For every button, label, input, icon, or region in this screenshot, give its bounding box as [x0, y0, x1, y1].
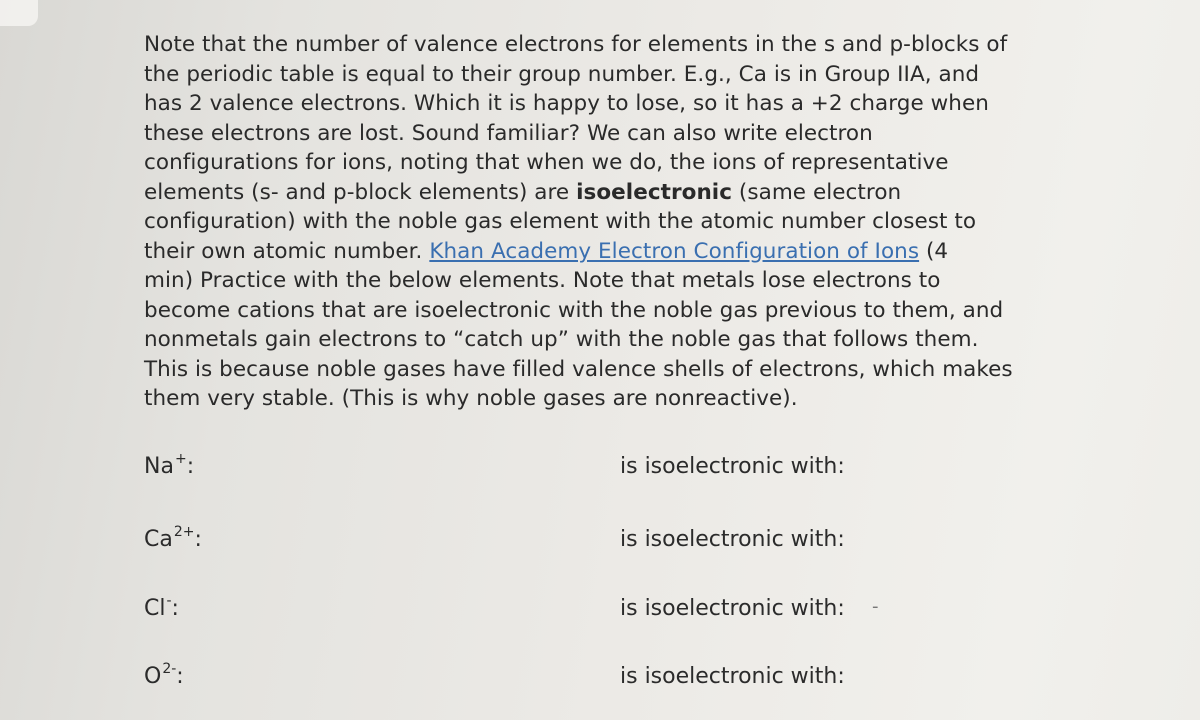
answer-field-chloride[interactable] [894, 596, 1098, 628]
ion-colon: : [171, 596, 179, 621]
answer-field-oxide[interactable] [874, 664, 1078, 696]
instruction-paragraph [144, 30, 1094, 414]
ion-charge: - [166, 593, 172, 609]
ion-label [144, 661, 184, 689]
paragraph-line [144, 237, 1094, 267]
ion-colon: : [194, 527, 202, 552]
paragraph-line: This is because noble gases have filled valence shells of electrons, which makes [144, 356, 1013, 382]
isoelectronic-label: is isoelectronic with: [620, 454, 845, 479]
paragraph-line: the periodic table is equal to their group number. E.g., Ca is in Group IIA, and [144, 61, 980, 87]
isoelectronic-label: is isoelectronic with: [620, 596, 845, 621]
isoelectronic-label: is isoelectronic with: [620, 527, 845, 552]
ion-row-oxide [144, 661, 1094, 698]
paragraph-line: configurations for ions, noting that when we do, the ions of representative [144, 150, 949, 175]
ion-row-sodium [144, 451, 1094, 488]
paragraph-line: nonmetals gain electrons to “catch up” with the noble gas that follows them. [144, 327, 979, 352]
paragraph-line: configuration) with the noble gas element with the atomic number closest to [144, 209, 977, 234]
paragraph-line: them very stable. (This is why noble gases are nonreactive). [144, 386, 798, 411]
ion-symbol: Na [144, 454, 174, 479]
ion-charge: 2+ [173, 524, 195, 540]
paragraph-text: (same electron [732, 179, 902, 205]
ion-charge: + [174, 451, 187, 467]
paragraph-text: their own atomic number. [144, 238, 430, 264]
ion-row-calcium [144, 524, 1094, 561]
isoelectronic-label: is isoelectronic with: [620, 664, 845, 689]
ion-symbol: Ca [144, 527, 173, 552]
paragraph-line: these electrons are lost. Sound familiar? We can also write electron [144, 120, 873, 146]
ion-symbol: O [144, 664, 162, 689]
paragraph-line: min) Practice with the below elements. Note that metals lose electrons to [144, 268, 941, 293]
stray-dash-mark: - [872, 596, 879, 617]
paragraph-line: become cations that are isoelectronic with the noble gas previous to them, and [144, 297, 1004, 323]
page-edge [0, 0, 38, 26]
ion-label [144, 451, 195, 479]
isoelectronic-term: isoelectronic [576, 179, 733, 205]
ion-row-chloride [144, 593, 1094, 630]
paragraph-text: (4 [919, 238, 949, 264]
answer-field-sodium[interactable] [874, 454, 1078, 486]
paragraph-line: Note that the number of valence electrons for elements in the s and p-blocks of [144, 32, 1008, 57]
ion-colon: : [176, 664, 184, 689]
ion-colon: : [186, 454, 195, 479]
ion-label [144, 524, 202, 552]
answer-field-calcium[interactable] [874, 527, 1078, 559]
paragraph-line: has 2 valence electrons. Which it is happy to lose, so it has a +2 charge when [144, 91, 989, 116]
ion-charge: 2- [162, 661, 177, 677]
paragraph-line [144, 178, 1094, 208]
ion-symbol: Cl [144, 596, 166, 621]
ion-label [144, 593, 179, 621]
khan-academy-link[interactable]: Khan Academy Electron Configuration of Ions [429, 238, 920, 264]
paragraph-text: elements (s- and p-block elements) are [144, 179, 577, 205]
